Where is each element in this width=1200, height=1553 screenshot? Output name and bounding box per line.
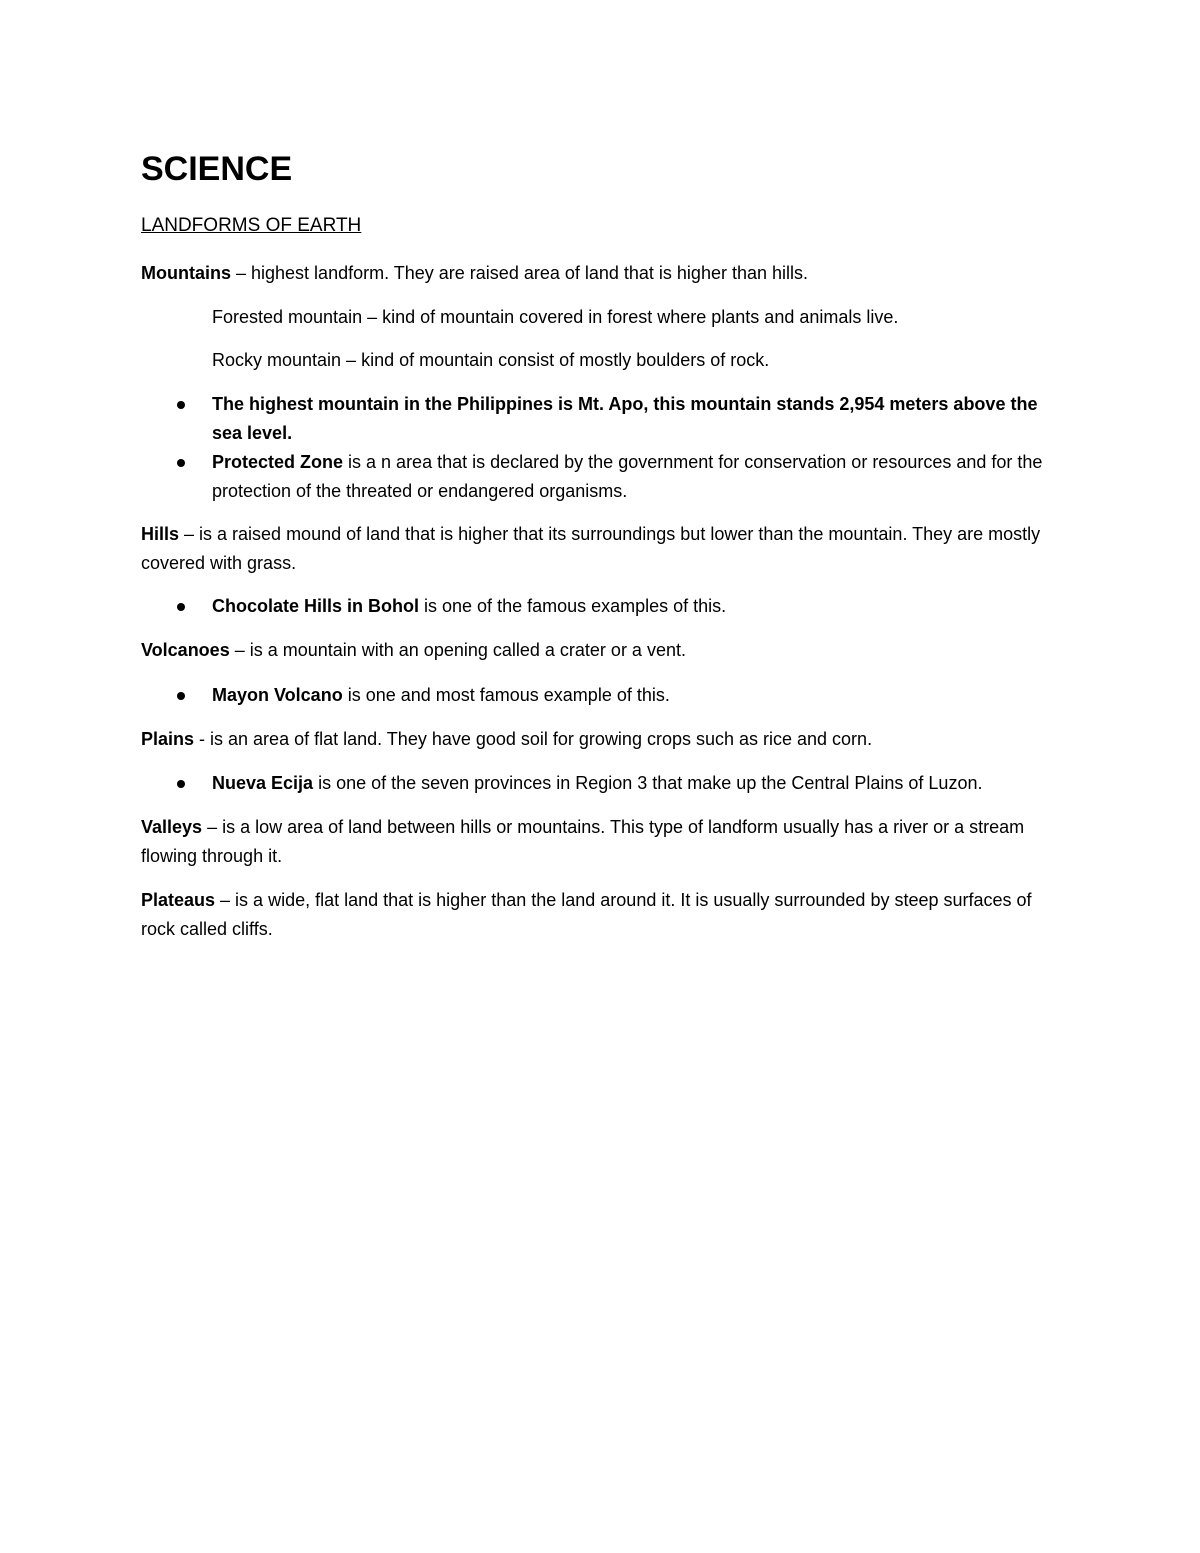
volcanoes-term: Volcanoes	[141, 640, 230, 660]
doc-title: SCIENCE	[141, 150, 293, 188]
mt-apo-fact: The highest mountain in the Philippines is Mt. Apo, this mountain stands 2,954 meters above the sea level.	[212, 394, 1038, 443]
plains-paragraph	[141, 725, 1061, 754]
bullet-mt-apo-text	[212, 390, 1061, 448]
rocky-mountain-line: Rocky mountain – kind of mountain consist of mostly boulders of rock.	[212, 350, 770, 370]
hills-definition: – is a raised mound of land that is higher that its surroundings but lower than the mountain. They are mostly covered with grass.	[141, 524, 1041, 573]
bullet-mayon-volcano	[141, 681, 1061, 710]
bullet-mt-apo	[141, 390, 1061, 448]
plains-definition: - is an area of flat land. They have good soil for growing crops such as rice and corn.	[194, 729, 873, 749]
bullet-protected-zone-text	[212, 448, 1061, 506]
mountains-definition: – highest landform. They are raised area of land that is higher than hills.	[231, 263, 809, 283]
bullet-dot-icon	[177, 401, 185, 409]
protected-zone-term: Protected Zone	[212, 452, 344, 472]
protected-zone-definition: is a n area that is declared by the government for conservation or resources and for the protection of the threated or endangered organisms.	[212, 452, 1043, 501]
hills-paragraph	[141, 520, 1061, 578]
bullet-dot-icon	[177, 603, 185, 611]
nueva-ecija-term: Nueva Ecija	[212, 773, 314, 793]
mountains-paragraph	[141, 259, 1061, 288]
valleys-definition: – is a low area of land between hills or mountains. This type of landform usually has a river or a stream flowing through it.	[141, 817, 1025, 866]
bullet-mayon-volcano-text	[212, 681, 1061, 710]
bullet-chocolate-hills	[141, 592, 1061, 621]
bullet-protected-zone	[141, 448, 1061, 506]
bullet-chocolate-hills-text	[212, 592, 1061, 621]
bullet-dot-icon	[177, 692, 185, 700]
hills-term: Hills	[141, 524, 180, 544]
plains-term: Plains	[141, 729, 195, 749]
volcanoes-definition: – is a mountain with an opening called a crater or a vent.	[229, 640, 686, 660]
valleys-term: Valleys	[141, 817, 203, 837]
mayon-volcano-term: Mayon Volcano	[212, 685, 343, 705]
valleys-paragraph	[141, 813, 1061, 871]
bullet-dot-icon	[177, 780, 185, 788]
plateaus-definition: – is a wide, flat land that is higher than the land around it. It is usually surrounded by steep surfaces of rock called cliffs.	[141, 890, 1032, 939]
forested-mountain-line: Forested mountain – kind of mountain covered in forest where plants and animals live.	[212, 307, 899, 327]
mayon-volcano-rest: is one and most famous example of this.	[342, 685, 670, 705]
chocolate-hills-rest: is one of the famous examples of this.	[419, 596, 727, 616]
volcanoes-paragraph	[141, 636, 1061, 665]
bullet-dot-icon	[177, 459, 185, 467]
plateaus-term: Plateaus	[141, 890, 216, 910]
mountains-term: Mountains	[141, 263, 231, 283]
bullet-nueva-ecija	[141, 769, 1061, 798]
doc-subtitle: LANDFORMS OF EARTH	[141, 215, 362, 236]
bullet-nueva-ecija-text	[212, 769, 1061, 798]
plateaus-paragraph	[141, 886, 1061, 944]
nueva-ecija-rest: is one of the seven provinces in Region 3 that make up the Central Plains of Luzon.	[313, 773, 983, 793]
document-content	[141, 146, 1061, 939]
chocolate-hills-term: Chocolate Hills in Bohol	[212, 596, 420, 616]
